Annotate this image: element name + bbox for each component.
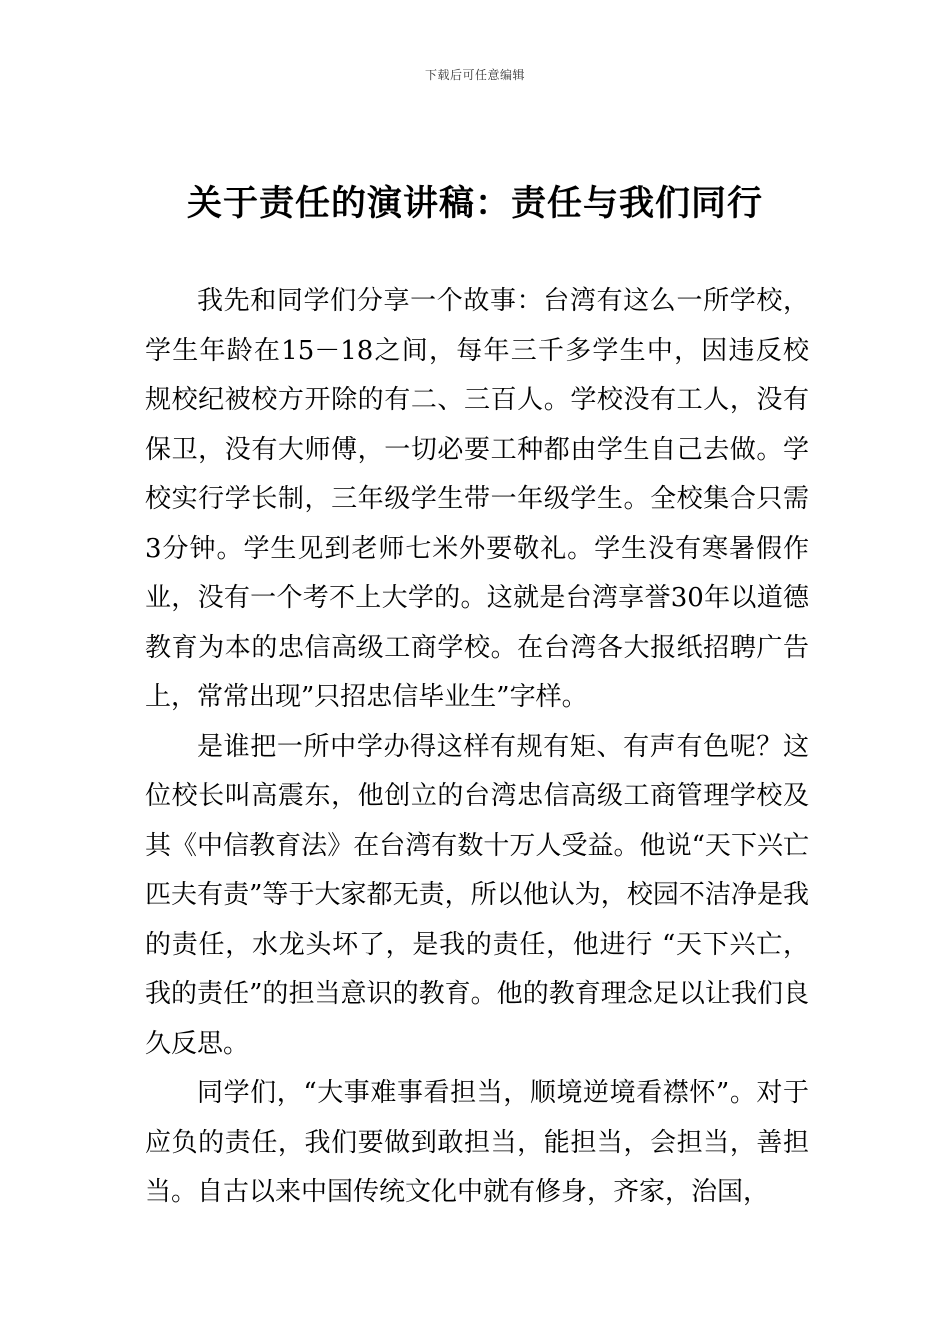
header-note: 下载后可任意编辑 bbox=[424, 68, 525, 82]
paragraph-1: 我先和同学们分享一个故事：台湾有这么一所学校，学生年龄在15－18之间，每年三千多学生中，因违反校规校纪被校方开除的有二、三百人。学校没有工人，没有保卫，没有大师傅，一切必要工种都由学生自己去做。学校实行学长制，三年级学生带一年级学生。全校集合只需3分钟。学生见到老师七米外要敬礼。学生没有寒暑假作业，没有一个考不上大学的。这就是台湾享誉30年以道德教育为本的忠信高级工商学校。在台湾各大报纸招聘广告上，常常出现”只招忠信毕业生”字样。 bbox=[145, 286, 809, 712]
paragraph-3: 同学们，“大事难事看担当，顺境逆境看襟怀”。对于应负的责任，我们要做到敢担当，能担当，会担当，善担当。自古以来中国传统文化中就有修身，齐家，治国， bbox=[145, 1078, 809, 1207]
document-body bbox=[145, 277, 809, 1218]
document-title: 关于责任的演讲稿：责任与我们同行 bbox=[186, 183, 763, 224]
paragraph-2: 是谁把一所中学办得这样有规有矩、有声有色呢？这位校长叫高震东，他创立的台湾忠信高级工商管理学校及其《中信教育法》在台湾有数十万人受益。他说“天下兴亡匹夫有责”等于大家都无责，所以他认为，校园不洁净是我的责任，水龙头坏了，是我的责任，他进行 “天下兴亡，我的责任”的担当意识的教育。他的教育理念足以让我们良久反思。 bbox=[145, 731, 809, 1059]
